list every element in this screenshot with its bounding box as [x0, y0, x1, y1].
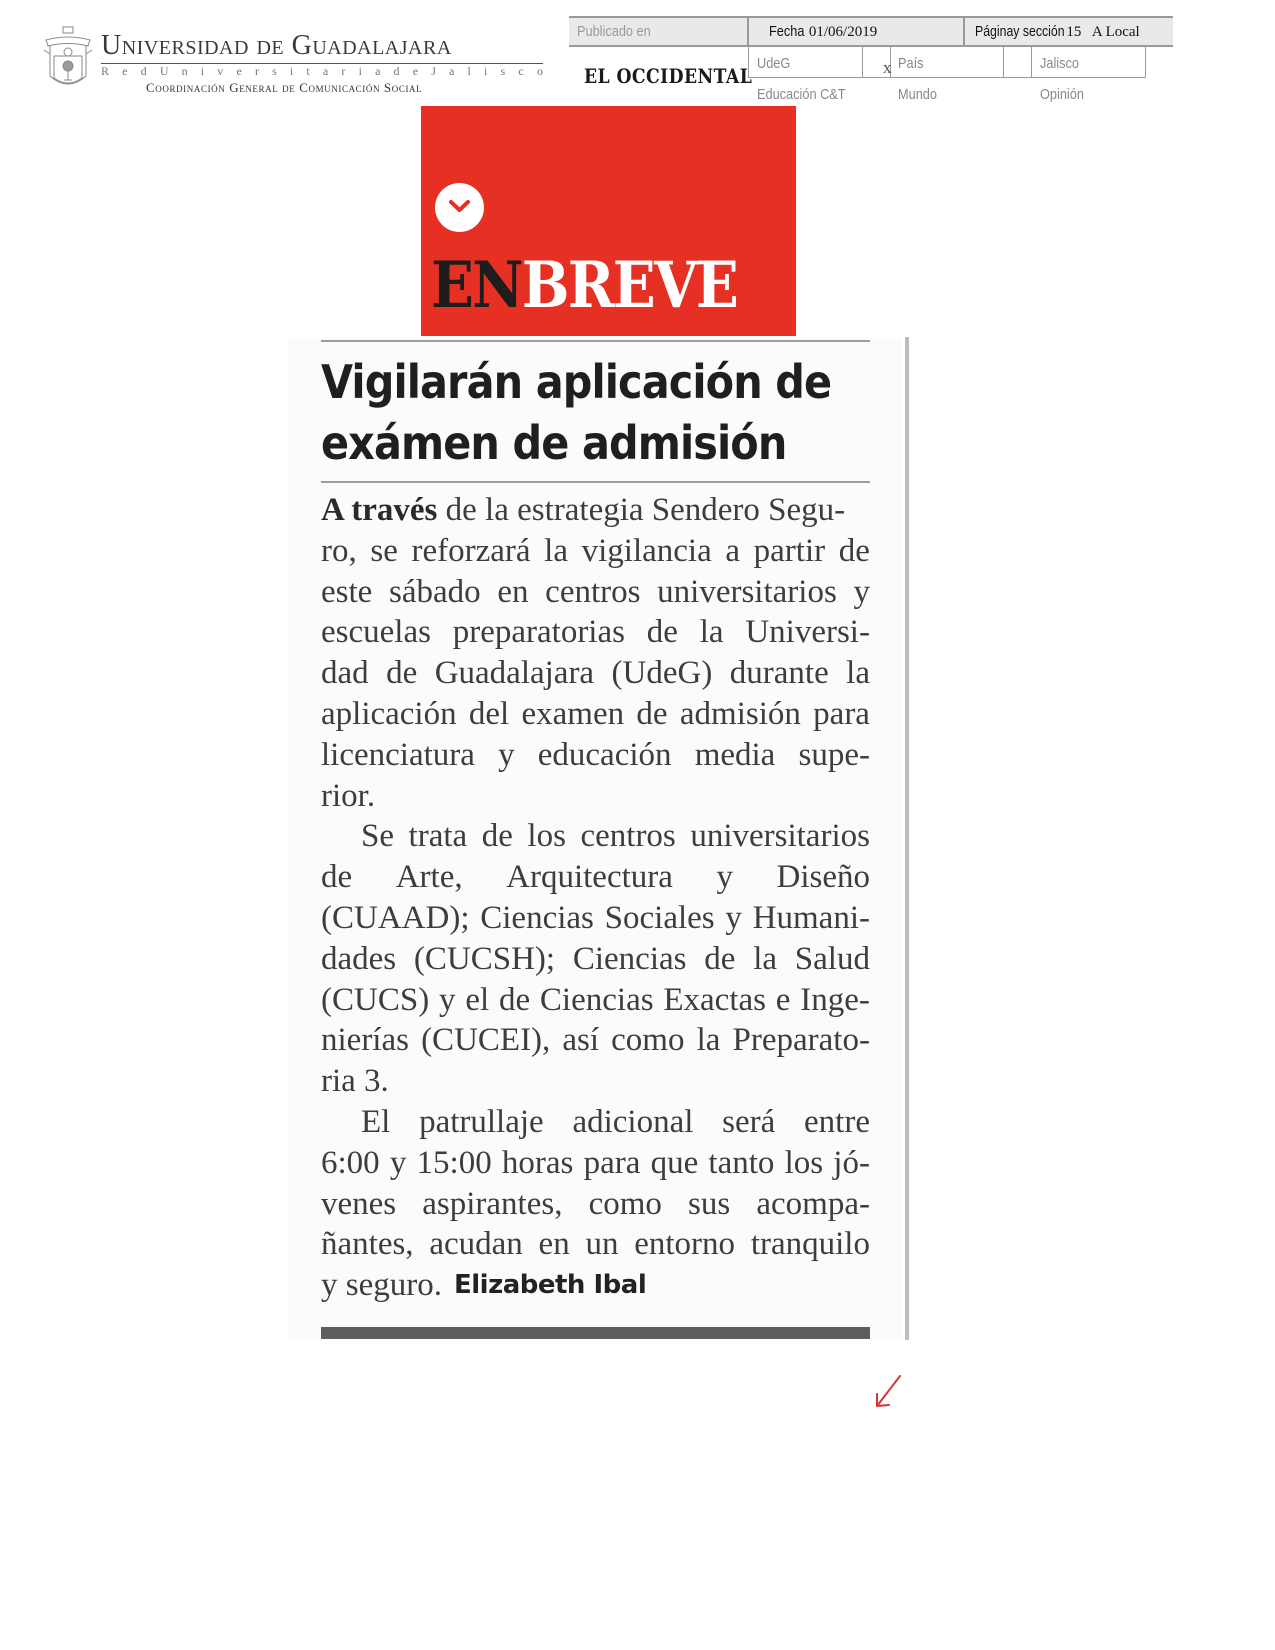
- section-title: [431, 248, 738, 323]
- category-mundo: Mundo: [898, 86, 937, 103]
- article-headline: [321, 352, 881, 474]
- arrow-down-left-icon: [872, 1374, 904, 1410]
- date-field: [769, 18, 877, 45]
- section-title-en: EN: [431, 248, 522, 323]
- article-byline: Elizabeth Ibal: [453, 1270, 647, 1301]
- category-jalisco: Jalisco: [1040, 55, 1079, 72]
- network-letter: d: [140, 64, 147, 78]
- network-letter: e: [122, 64, 128, 78]
- network-letter: n: [181, 64, 188, 78]
- body-line: (CUAAD); Ciencias Sociales y Humani-: [321, 899, 870, 936]
- category-educacion: Educación C&T: [757, 86, 846, 103]
- grid-divider: [1003, 47, 1004, 78]
- page-section-label: Páginay sección: [975, 23, 1065, 40]
- body-line: y seguro. Elizabeth Ibal: [321, 1265, 870, 1306]
- network-letter: l: [467, 64, 471, 78]
- column-divider: [747, 16, 749, 47]
- newspaper-name: EL OCCIDENTAL: [584, 64, 753, 88]
- body-line: 6:00 y 15:00 horas para que tanto los jó-: [321, 1144, 870, 1181]
- en-breve-banner: [421, 106, 796, 336]
- body-line: Se trata de los centros universitarios: [361, 818, 870, 855]
- article-bottom-bar: [321, 1327, 870, 1339]
- body-line: dades (CUCSH); Ciencias de la Salud: [321, 940, 870, 977]
- network-letter: a: [449, 64, 455, 78]
- body-line: ro, se reforzará la vigilancia a partir de: [321, 532, 870, 569]
- date-label: Fecha: [769, 23, 805, 40]
- network-letter: s: [500, 64, 506, 78]
- network-letter: t: [306, 64, 310, 78]
- body-line: de Arte, Arquitectura y Diseño: [321, 859, 870, 896]
- body-line: (CUCS) y el de Ciencias Exactas e Inge-: [321, 981, 870, 1018]
- network-letter: a: [375, 64, 381, 78]
- column-divider: [963, 16, 965, 47]
- body-line: licenciatura y educación media supe-: [321, 736, 870, 773]
- article-lead: A través: [321, 492, 438, 528]
- network-letter: i: [358, 64, 362, 78]
- headline-top-rule: [321, 340, 870, 342]
- network-letter: v: [217, 64, 224, 78]
- grid-divider: [1031, 47, 1032, 78]
- headline-bottom-rule: [321, 481, 870, 483]
- body-line: nierías (CUCEI), así como la Preparato-: [321, 1022, 870, 1059]
- body-line: venes aspirantes, como sus acompa-: [321, 1185, 870, 1222]
- selected-mark: x: [883, 58, 892, 77]
- university-crest-icon: [42, 26, 94, 92]
- network-letter: e: [236, 64, 242, 78]
- chevron-down-circle-icon: [435, 183, 484, 232]
- publication-info-row: [569, 16, 1173, 47]
- category-grid: [748, 47, 1146, 78]
- article-body: [321, 490, 870, 1306]
- network-letter: a: [322, 64, 329, 78]
- body-line: este sábado en centros universitarios y: [321, 573, 870, 610]
- network-letter: R: [101, 64, 110, 78]
- network-letter: s: [272, 64, 277, 78]
- university-name: Universidad de Guadalajara: [101, 30, 452, 61]
- body-line: rior.: [321, 777, 376, 814]
- page-section-field: [975, 18, 1140, 45]
- body-line: dad de Guadalajara (UdeG) durante la: [321, 655, 870, 692]
- section-title-breve: BREVE: [521, 248, 738, 323]
- date-value: 01/06/2019: [808, 24, 878, 40]
- network-letter: J: [431, 64, 436, 78]
- body-line: escuelas preparatorias de la Universi-: [321, 614, 870, 651]
- network-letter: U: [159, 64, 169, 78]
- network-letter: i: [289, 64, 294, 78]
- body-line: aplicación del examen de admisión para: [321, 695, 870, 732]
- category-opinion: Opinión: [1040, 86, 1084, 103]
- column-rule: [905, 337, 909, 1340]
- body-line: A través de la estrategia Sendero Segu-: [321, 492, 846, 528]
- published-in-label: Publicado en: [577, 23, 651, 40]
- category-pais: País: [898, 55, 924, 72]
- coordination-name: Coordinación General de Comunicación Social: [146, 80, 423, 95]
- network-letter: r: [341, 64, 346, 78]
- university-network: [101, 65, 543, 77]
- network-letter: c: [518, 64, 524, 78]
- page-section-value: 15 A Local: [1066, 24, 1140, 40]
- network-letter: o: [536, 64, 543, 78]
- headline-line: exámen de admisión: [321, 416, 787, 470]
- network-letter: i: [484, 64, 488, 78]
- body-line: ria 3.: [321, 1063, 389, 1100]
- network-letter: r: [254, 64, 259, 78]
- network-letter: i: [200, 64, 205, 78]
- headline-line: Vigilarán aplicación de: [321, 355, 832, 409]
- body-line: ñantes, acudan en un entorno tranquilo: [321, 1226, 870, 1263]
- network-letter: e: [412, 64, 419, 78]
- body-line: El patrullaje adicional será entre: [361, 1103, 870, 1140]
- category-udeg: UdeG: [757, 55, 791, 72]
- network-letter: d: [393, 64, 400, 78]
- grid-divider: [862, 47, 863, 78]
